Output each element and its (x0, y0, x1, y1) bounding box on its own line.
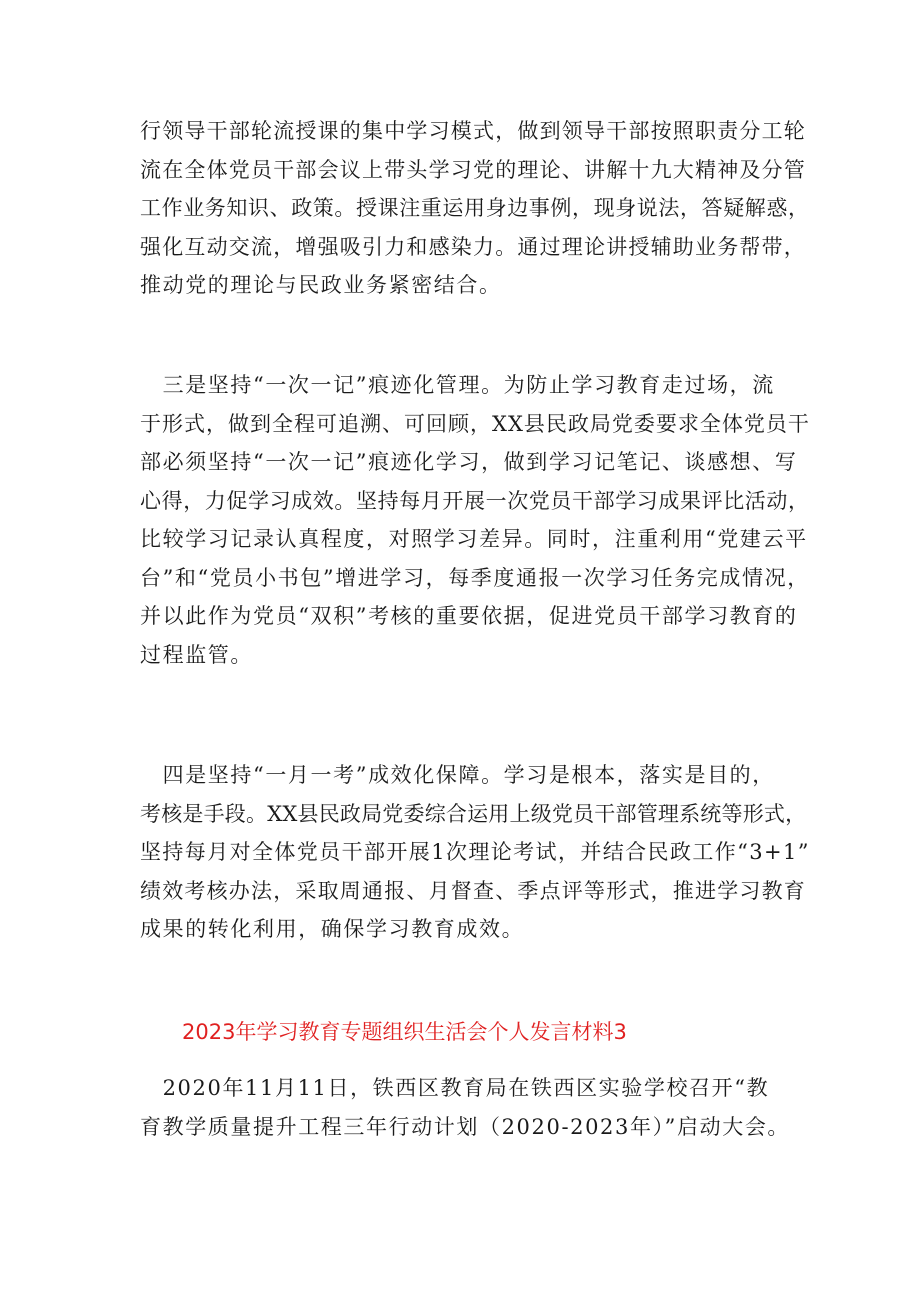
text-line: 流在全体党员干部会议上带头学习党的理论、讲解十九大精神及分管 (140, 157, 806, 182)
text-line: 绩效考核办法，采取周通报、月督查、季点评等形式，推进学习教育 (140, 878, 806, 903)
text-line: 于形式，做到全程可追溯、可回顾，XX县民政局党委要求全体党员干 (140, 411, 810, 436)
text-line: 过程监管。 (140, 642, 253, 667)
text-line: 育教学质量提升工程三年行动计划（2020-2023年）”启动大会。 (140, 1114, 791, 1139)
text-line: 考核是手段。XX县民政局党委综合运用上级党员干部管理系统等形式， (140, 801, 807, 826)
paragraph-study-mode (140, 112, 810, 305)
section-heading: 2023年学习教育专题组织生活会个人发言材料3 (182, 1020, 627, 1044)
paragraph-record-management (140, 366, 810, 674)
text-line: 2020年11月11日，铁西区教育局在铁西区实验学校召开“教 (140, 1076, 770, 1100)
text-line: 工作业务知识、政策。授课注重运用身边事例，现身说法，答疑解惑， (140, 196, 810, 220)
text-line: 心得，力促学习成效。坚持每月开展一次党员干部学习成果评比活动， (140, 488, 810, 513)
text-line: 比较学习记录认真程度，对照学习差异。同时，注重利用“党建云平 (140, 527, 808, 551)
text-line: 并以此作为党员“双积”考核的重要依据，促进党员干部学习教育的 (140, 604, 798, 628)
text-line: 成果的转化利用，确保学习教育成效。 (140, 917, 525, 941)
text-line: 强化互动交流，增强吸引力和感染力。通过理论讲授辅助业务帮带， (140, 234, 806, 259)
text-line: 四是坚持“一月一考”成效化保障。学习是根本，落实是目的， (140, 763, 775, 787)
paragraph-monthly-exam (140, 756, 810, 949)
text-line: 行领导干部轮流授课的集中学习模式，做到领导干部按照职责分工轮 (140, 119, 806, 143)
paragraph-launch-meeting (140, 1069, 810, 1146)
text-line: 推动党的理论与民政业务紧密结合。 (140, 273, 502, 297)
text-line: 部必须坚持“一次一记”痕迹化学习，做到学习记笔记、谈感想、写 (140, 450, 798, 474)
text-line: 坚持每月对全体党员干部开展1次理论考试，并结合民政工作“3+1” (140, 840, 810, 864)
text-line: 台”和“党员小书包”增进学习，每季度通报一次学习任务完成情况， (140, 565, 810, 590)
text-line: 三是坚持“一次一记”痕迹化管理。为防止学习教育走过场，流 (140, 373, 775, 397)
